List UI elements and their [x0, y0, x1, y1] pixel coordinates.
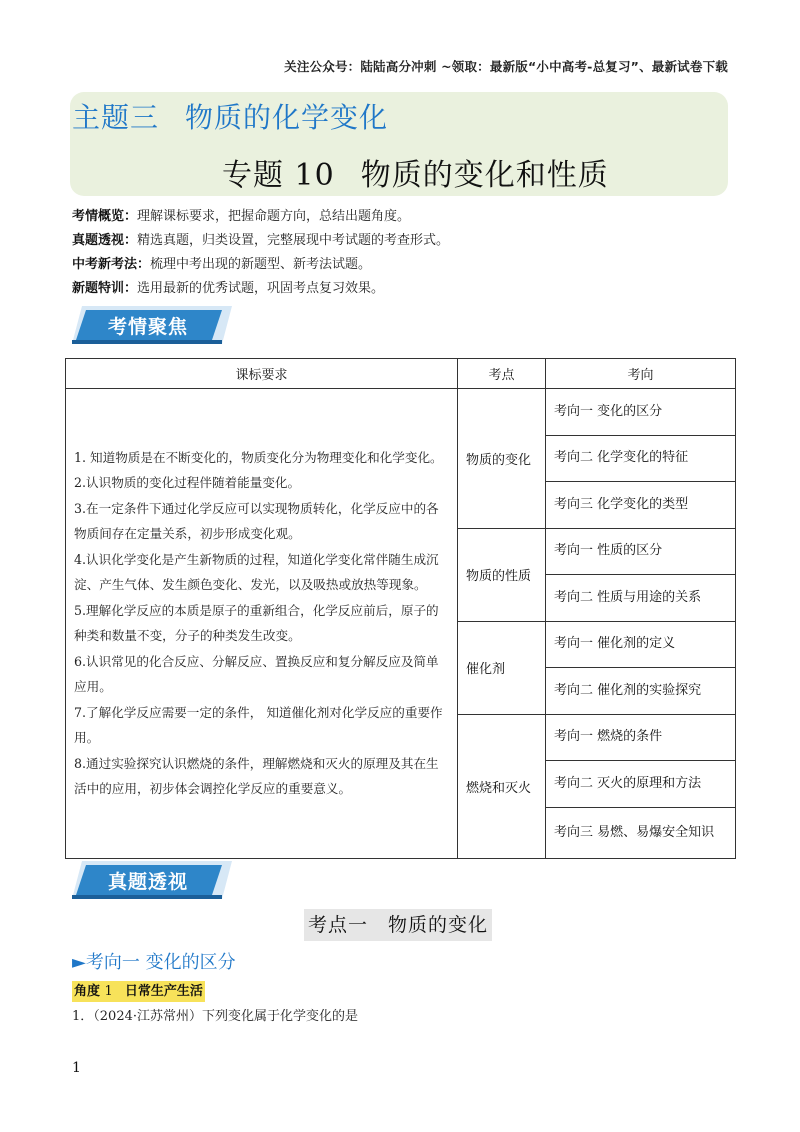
intro-line: 考情概览：理解课标要求，把握命题方向，总结出题角度。 [72, 209, 411, 224]
standards-table [65, 358, 736, 859]
direction-cell: 考向一 性质的区分 [546, 528, 736, 575]
intro-line: 中考新考法：梳理中考出现的新题型、新考法试题。 [72, 257, 372, 272]
kaodian-title [304, 909, 492, 941]
topic-title [222, 150, 609, 194]
requirement-item: 2.认识物质的变化过程伴随着能量变化。 [74, 475, 301, 491]
section-tag-real [72, 861, 232, 899]
theme-label: 主题三 [72, 101, 160, 134]
direction-cell: 考向一 变化的区分 [546, 389, 736, 436]
direction-heading: ►考向一 变化的区分 [72, 952, 236, 973]
topic-name: 物质的变化和性质 [360, 158, 609, 193]
intro-line: 真题透视：精选真题，归类设置，完整展现中考试题的考查形式。 [72, 233, 450, 248]
angle-num: 1 [104, 984, 113, 999]
angle-name: 日常生产生活 [124, 984, 203, 999]
point-cell: 燃烧和灭火 [458, 714, 546, 858]
header-point: 考点 [458, 359, 546, 389]
question-text: 1．（2024·江苏常州）下列变化属于化学变化的是 [72, 1009, 358, 1024]
theme-name: 物质的化学变化 [185, 101, 389, 134]
requirement-item: 4.认识化学变化是产生新物质的过程，知道化学变化常伴随生成沉淀、产生气体、发生颜色变化、发光，以及吸热或放热等现象。 [74, 551, 439, 593]
angle-badge [72, 981, 205, 1002]
direction-cell: 考向二 性质与用途的关系 [546, 575, 736, 622]
section-focus-label: 考情聚焦 [108, 316, 189, 338]
kaodian-label: 考点一 [308, 914, 369, 936]
table-row [66, 389, 736, 436]
direction-cell: 考向一 催化剂的定义 [546, 621, 736, 668]
table-header-row [66, 359, 736, 389]
requirement-item: 7.了解化学反应需要一定的条件， 知道催化剂对化学反应的重要作用。 [74, 704, 443, 746]
direction-cell: 考向二 化学变化的特征 [546, 435, 736, 482]
kaodian-name: 物质的变化 [388, 914, 489, 936]
requirement-item: 5.理解化学反应的本质是原子的重新组合，化学反应前后，原子的种类和数量不变，分子的种类发生改变。 [74, 602, 439, 644]
angle-label: 角度 [74, 984, 101, 999]
topic-label: 专题 10 [222, 158, 335, 193]
page-number: 1 [72, 1060, 81, 1076]
requirement-item: 3.在一定条件下通过化学反应可以实现物质转化，化学反应中的各物质间存在定量关系，初步形成变化观。 [74, 500, 439, 542]
header-requirement: 课标要求 [66, 359, 458, 389]
requirement-item: 6.认识常见的化合反应、分解反应、置换反应和复分解反应及简单应用。 [74, 653, 439, 695]
point-cell: 物质的性质 [458, 528, 546, 621]
section-real-label: 真题透视 [108, 871, 189, 893]
requirement-item: 1. 知道物质是在不断变化的，物质变化分为物理变化和化学变化。 [74, 449, 443, 465]
direction-cell: 考向三 易燃、易爆安全知识 [546, 807, 736, 858]
direction-cell: 考向一 燃烧的条件 [546, 714, 736, 761]
top-notice: 关注公众号：陆陆高分冲刺 ~领取：最新版“小中高考-总复习”、最新试卷下载 [284, 59, 728, 74]
section-tag-focus [72, 306, 232, 344]
intro-list [72, 205, 732, 301]
point-cell: 催化剂 [458, 621, 546, 714]
direction-cell: 考向二 催化剂的实验探究 [546, 668, 736, 715]
intro-line: 新题特训：选用最新的优秀试题，巩固考点复习效果。 [72, 281, 385, 296]
requirement-item: 8.通过实验探究认识燃烧的条件，理解燃烧和灭火的原理及其在生活中的应用，初步体会调控化学反应的重要意义。 [74, 755, 439, 797]
direction-cell: 考向二 灭火的原理和方法 [546, 761, 736, 808]
direction-cell: 考向三 化学变化的类型 [546, 482, 736, 529]
requirements-cell [66, 389, 458, 859]
theme-title [72, 96, 388, 136]
header-direction: 考向 [546, 359, 736, 389]
point-cell: 物质的变化 [458, 389, 546, 529]
